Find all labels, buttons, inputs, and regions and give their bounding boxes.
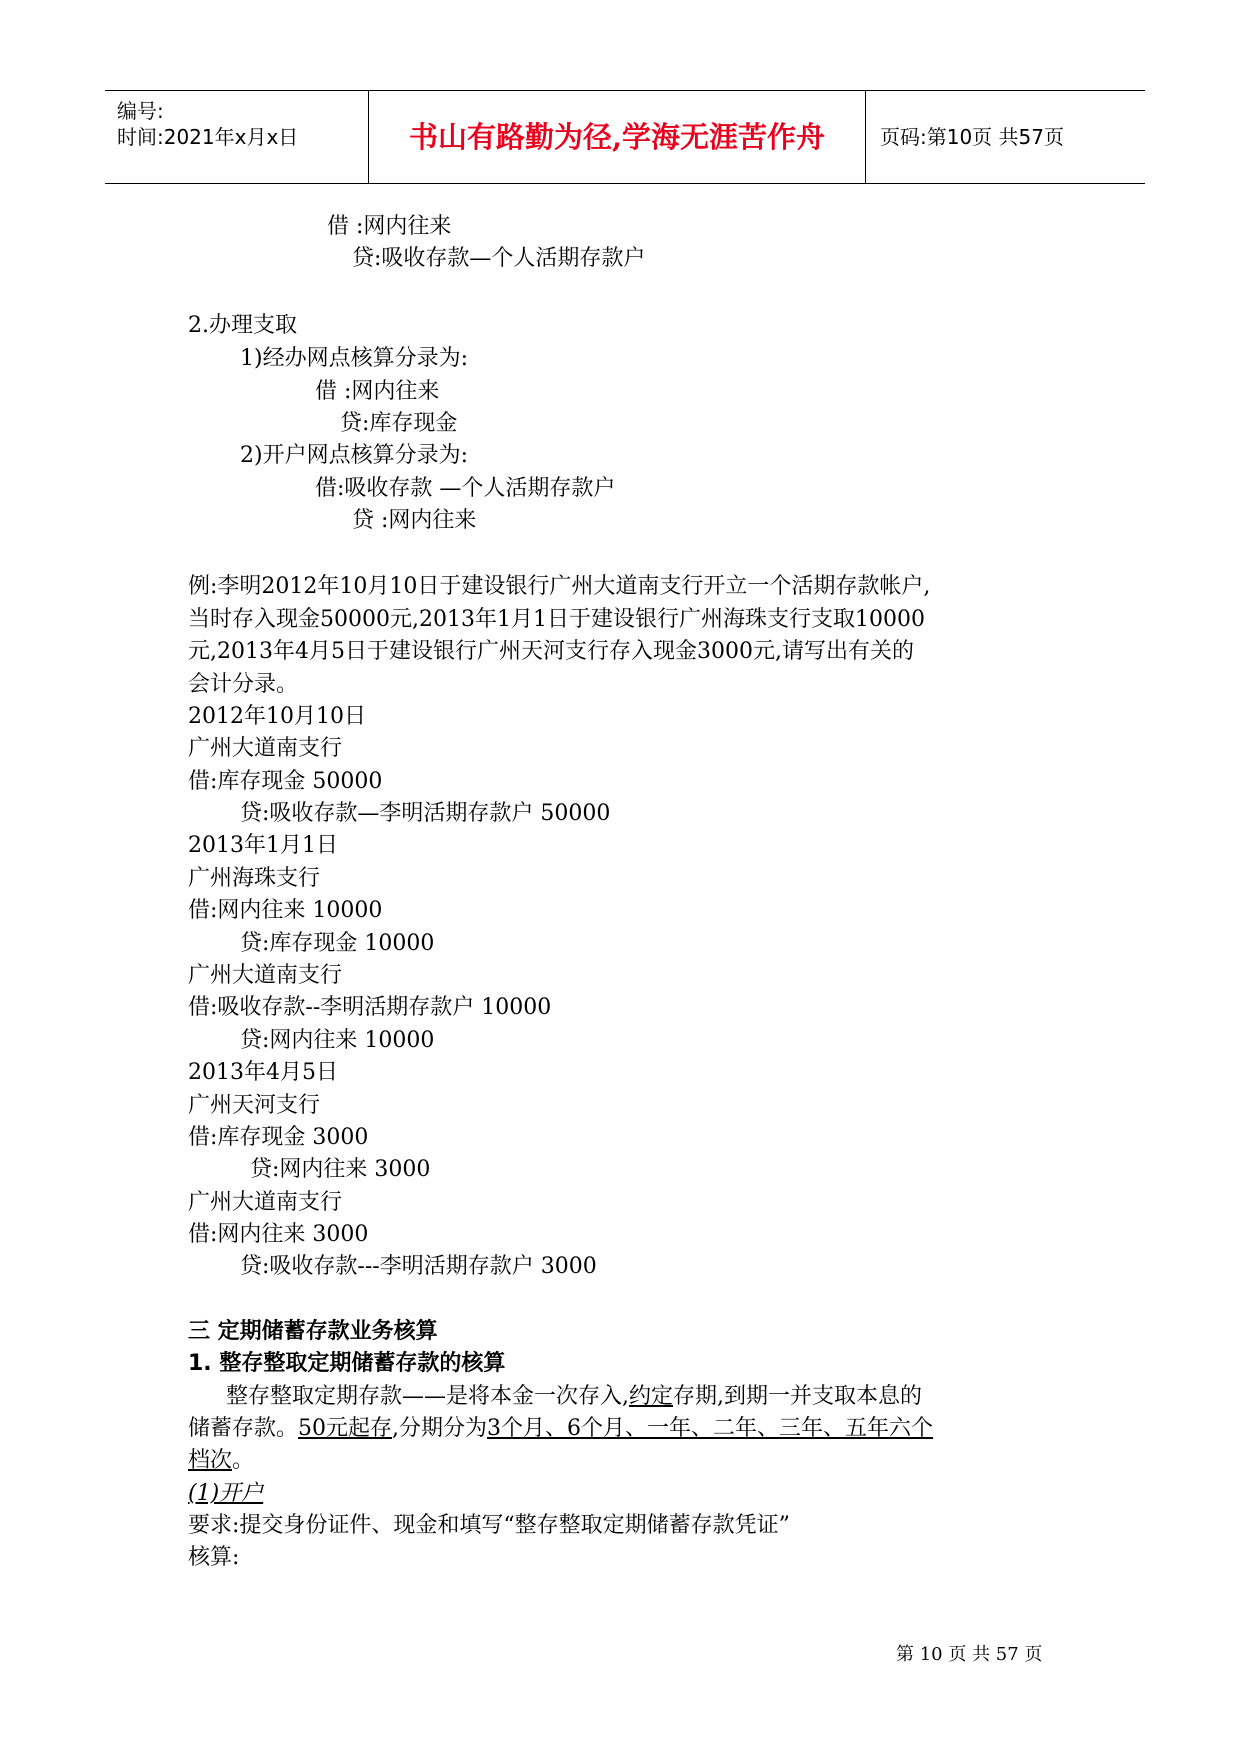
header-page-cell <box>866 91 1145 183</box>
page-label: 页码:第10页 共57页 <box>880 125 1064 149</box>
header-table <box>105 90 1145 184</box>
text-line: 2.办理支取 <box>188 313 297 338</box>
text-line: 档次。 <box>188 1448 255 1473</box>
text-line: 当时存入现金50000元,2013年1月1日于建设银行广州海珠支行支取10000 <box>188 607 925 632</box>
text-line: 广州大道南支行 <box>188 736 343 761</box>
text-line: 2013年1月1日 <box>188 833 338 858</box>
text-line: 贷:吸收存款—个人活期存款户 <box>352 246 646 271</box>
text-line: (1)开户 <box>188 1481 264 1506</box>
text-line: 贷:网内往来 3000 <box>250 1157 431 1182</box>
time-label: 时间:2021年x月x日 <box>117 125 299 149</box>
text-line: 储蓄存款。50元起存,分期分为3个月、6个月、一年、二年、三年、五年六个 <box>188 1416 934 1441</box>
text-line: 例:李明2012年10月10日于建设银行广州大道南支行开立一个活期存款帐户, <box>188 574 931 599</box>
text-line: 借 :网内往来 <box>327 214 452 239</box>
text-line: 元,2013年4月5日于建设银行广州天河支行存入现金3000元,请写出有关的 <box>188 639 914 664</box>
text-line: 2)开户网点核算分录为: <box>240 443 468 468</box>
text-line: 借:库存现金 50000 <box>188 769 383 794</box>
text-line: 广州天河支行 <box>188 1093 321 1118</box>
number-label: 编号: <box>117 99 164 123</box>
text-line: 贷:网内往来 10000 <box>240 1028 435 1053</box>
text-line: 会计分录。 <box>188 672 299 697</box>
header-left-cell <box>105 91 369 183</box>
text-line: 贷:吸收存款---李明活期存款户 3000 <box>240 1254 597 1279</box>
text-line: 1)经办网点核算分录为: <box>240 346 468 371</box>
text-line: 贷:吸收存款—李明活期存款户 50000 <box>240 801 611 826</box>
text-line: 整存整取定期存款——是将本金一次存入,约定存期,到期一并支取本息的 <box>226 1384 923 1409</box>
text-line: 要求:提交身份证件、现金和填写“整存整取定期储蓄存款凭证” <box>188 1513 790 1538</box>
text-line: 广州大道南支行 <box>188 1190 343 1215</box>
page-footer: 第 10 页 共 57 页 <box>896 1644 1043 1665</box>
subsection-heading: 1. 整存整取定期储蓄存款的核算 <box>188 1351 506 1376</box>
text-line: 2012年10月10日 <box>188 704 366 729</box>
motto: 书山有路勤为径,学海无涯苦作舟 <box>369 91 866 183</box>
text-line: 广州大道南支行 <box>188 963 343 988</box>
text-line: 核算: <box>188 1545 240 1570</box>
text-line: 借:网内往来 10000 <box>188 898 383 923</box>
text-line: 广州海珠支行 <box>188 866 321 891</box>
section-heading: 三 定期储蓄存款业务核算 <box>188 1319 438 1344</box>
text-line: 贷 :网内往来 <box>352 508 477 533</box>
text-line: 借:吸收存款--李明活期存款户 10000 <box>188 995 552 1020</box>
text-line: 借 :网内往来 <box>315 379 440 404</box>
text-line: 贷:库存现金 10000 <box>240 931 435 956</box>
text-line: 借:吸收存款 —个人活期存款户 <box>315 476 616 501</box>
text-line: 贷:库存现金 <box>340 411 458 436</box>
text-line: 借:库存现金 3000 <box>188 1125 369 1150</box>
text-line: 借:网内往来 3000 <box>188 1222 369 1247</box>
text-line: 2013年4月5日 <box>188 1060 338 1085</box>
